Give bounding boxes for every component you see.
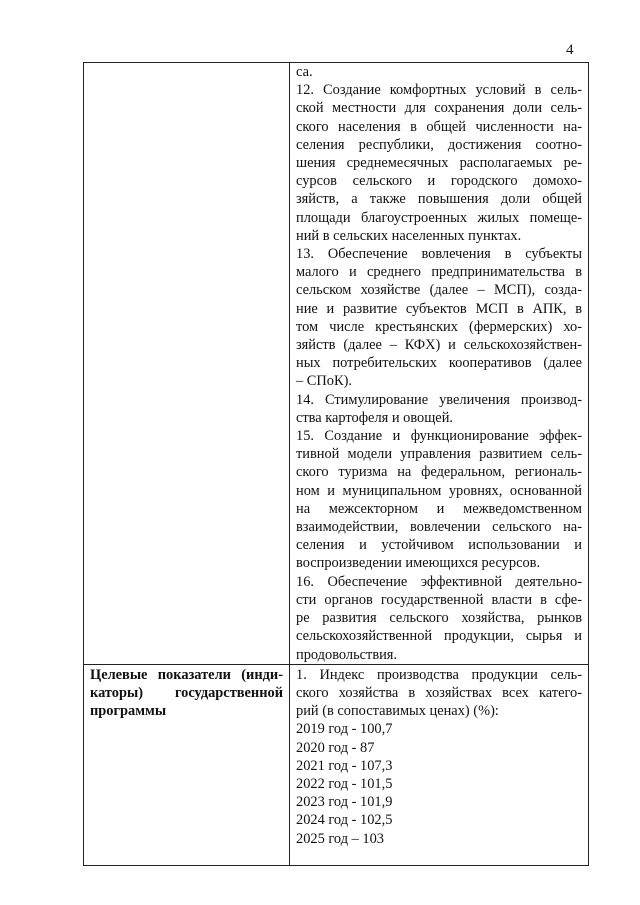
objective-line: – СПоК). (296, 373, 352, 390)
objective-line: 12. Создание комфортных условий в сель- (296, 82, 582, 99)
objective-line: 16. Обеспечение эффективной деятельно- (296, 573, 582, 590)
objective-line: зяйств (далее – КФХ) и сельскохозяйствен- (296, 337, 582, 354)
objective-line: взаимодействии, вовлечении сельского на- (296, 519, 582, 536)
objective-line: воспроизведении имеющихся ресурсов. (296, 555, 541, 572)
objective-line: ний в сельских населенных пунктах. (296, 227, 522, 244)
indicator-label-line: программы (90, 702, 167, 719)
objective-line: ном и муниципальном уровнях, основанной (296, 482, 582, 499)
indicator-intro (296, 666, 582, 721)
objectives-text (290, 63, 588, 664)
indicator-value: 2023 год - 101,9 (296, 794, 393, 811)
indicators-label-cell (84, 664, 290, 865)
indicator-value: 2024 год - 102,5 (296, 812, 393, 829)
indicator-value: 2025 год – 103 (296, 830, 385, 847)
objective-line: ского туризма на федеральном, региональ- (296, 464, 582, 481)
objective-line: шения среднемесячных располагаемых ре- (296, 155, 582, 172)
indicator-label-line: Целевые показатели (инди- (90, 666, 283, 683)
program-passport-table (83, 62, 589, 866)
indicator-value: 2019 год - 100,7 (296, 721, 393, 738)
objective-line: ства картофеля и овощей. (296, 409, 453, 426)
indicators-row (84, 664, 589, 865)
objective-line: сурсов сельского и городского домохо- (296, 173, 582, 190)
objectives-continuation: са. (296, 64, 313, 80)
objective-line: ных потребительских кооперативов (далее (296, 355, 582, 372)
objective-line: ре развития сельского хозяйства, рынков (296, 610, 582, 627)
indicator-value: 2020 год - 87 (296, 739, 375, 756)
indicator-value: 2022 год - 101,5 (296, 775, 393, 792)
objective-line: ской местности для сохранения доли сель- (296, 100, 582, 117)
objectives-label-cell (84, 63, 290, 665)
indicators-cell (290, 664, 589, 865)
objective-line: сельскохозяйственной продукции, сырья и (296, 628, 582, 645)
indicator-intro-line: 1. Индекс производства продукции сель- (296, 666, 582, 683)
indicators-label (84, 665, 289, 720)
objective-line: 15. Создание и функционирование эффек- (296, 428, 582, 445)
objective-line: на межсекторном и межведомственном (296, 500, 582, 517)
objective-line: 13. Обеспечение вовлечения в субъекты (296, 246, 582, 263)
indicator-values (296, 720, 582, 847)
objective-line: продовольствия. (296, 646, 398, 663)
indicator-label-line: каторы) государственной (90, 684, 283, 701)
objectives-cell (290, 63, 589, 665)
page-number: 4 (566, 42, 574, 58)
objective-line: селения и устойчивом использовании и (296, 537, 582, 554)
objective-line: 14. Стимулирование увеличения производ- (296, 391, 582, 408)
indicators-text (290, 665, 588, 849)
objective-line: тивной модели управления развитием сель- (296, 446, 582, 463)
indicator-intro-line: ского хозяйства в хозяйствах всех катего- (296, 684, 582, 701)
objective-line: ние и развитие субъектов МСП в АПК, в (296, 300, 582, 317)
objective-line: малого и среднего предпринимательства в (296, 264, 582, 281)
objectives-row (84, 63, 589, 665)
objective-line: том числе крестьянских (фермерских) хо- (296, 318, 582, 335)
objective-line: сельском хозяйстве (далее – МСП), созда- (296, 282, 582, 299)
objective-line: ского населения в общей численности на- (296, 118, 582, 135)
indicator-intro-line: рий (в сопоставимых ценах) (%): (296, 703, 499, 720)
indicator-value: 2021 год - 107,3 (296, 757, 393, 774)
objective-line: зяйств, а также повышения доли общей (296, 191, 582, 208)
objective-line: сти органов государственной власти в сфе- (296, 591, 582, 608)
objective-line: площади благоустроенных жилых помеще- (296, 209, 582, 226)
objective-line: селения республики, достижения соотно- (296, 136, 582, 153)
